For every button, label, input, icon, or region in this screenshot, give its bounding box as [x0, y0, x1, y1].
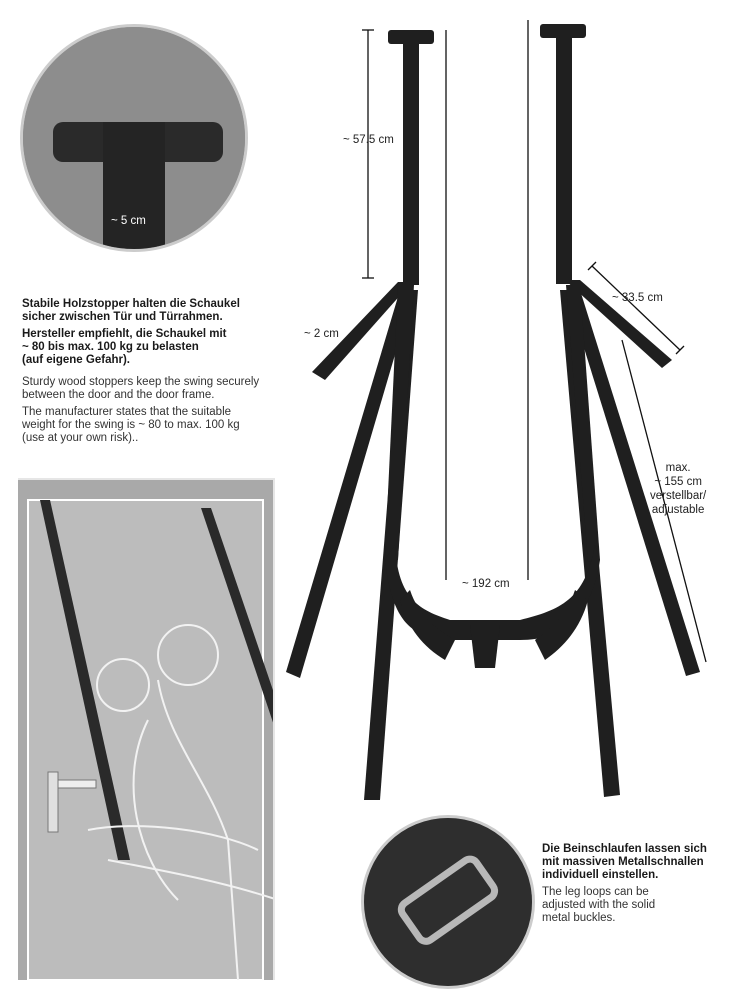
load-en-line-2: weight for the swing is ~ 80 to max. 100 kg: [22, 419, 240, 431]
load-de-line-3: (auf eigene Gefahr).: [22, 354, 130, 366]
buckle-de-line-1: Die Beinschlaufen lassen sich: [542, 843, 707, 855]
strap-width-label: ~ 2 cm: [304, 328, 339, 340]
buckle-de-line-2: mit massiven Metallschnallen: [542, 856, 704, 868]
buckle-en-line-3: metal buckles.: [542, 912, 616, 924]
load-en-line-1: The manufacturer states that the suitable: [22, 406, 232, 418]
load-de-line-2: ~ 80 bis max. 100 kg zu belasten: [22, 341, 199, 353]
stopper-de-line-1: Stabile Holzstopper halten die Schaukel: [22, 298, 240, 310]
handle-loop-length-label: ~ 33.5 cm: [612, 292, 663, 304]
adjustable-line-2: ~ 155 cm: [654, 476, 702, 488]
door-usage-illustration: [18, 478, 275, 980]
load-en-line-3: (use at your own risk)..: [22, 432, 139, 444]
total-height-label: ~ 192 cm: [462, 578, 510, 590]
buckle-de-line-3: individuell einstellen.: [542, 869, 659, 881]
load-de-line-1: Hersteller empfiehlt, die Schaukel mit: [22, 328, 227, 340]
adjustable-line-1: max.: [665, 462, 691, 474]
stopper-info-en: [22, 376, 259, 445]
adjustable-length-label: [650, 461, 706, 517]
adjustable-line-4: adjustable: [651, 504, 705, 516]
stopper-en-line-2: between the door and the door frame.: [22, 389, 215, 401]
buckle-en-line-2: adjusted with the solid: [542, 899, 656, 911]
buckle-info: [542, 843, 707, 925]
wood-stopper-closeup: [20, 24, 248, 252]
strap-upper-length-label: ~ 57.5 cm: [343, 134, 394, 146]
metal-buckle-closeup: [361, 815, 535, 989]
stopper-de-line-2: sicher zwischen Tür und Türrahmen.: [22, 311, 223, 323]
adjustable-line-3: verstellbar/: [650, 490, 707, 502]
buckle-en-line-1: The leg loops can be: [542, 886, 649, 898]
stopper-width-label: ~ 5 cm: [111, 215, 146, 227]
stopper-en-line-1: Sturdy wood stoppers keep the swing securely: [22, 376, 260, 388]
stopper-info-de: [22, 298, 240, 367]
